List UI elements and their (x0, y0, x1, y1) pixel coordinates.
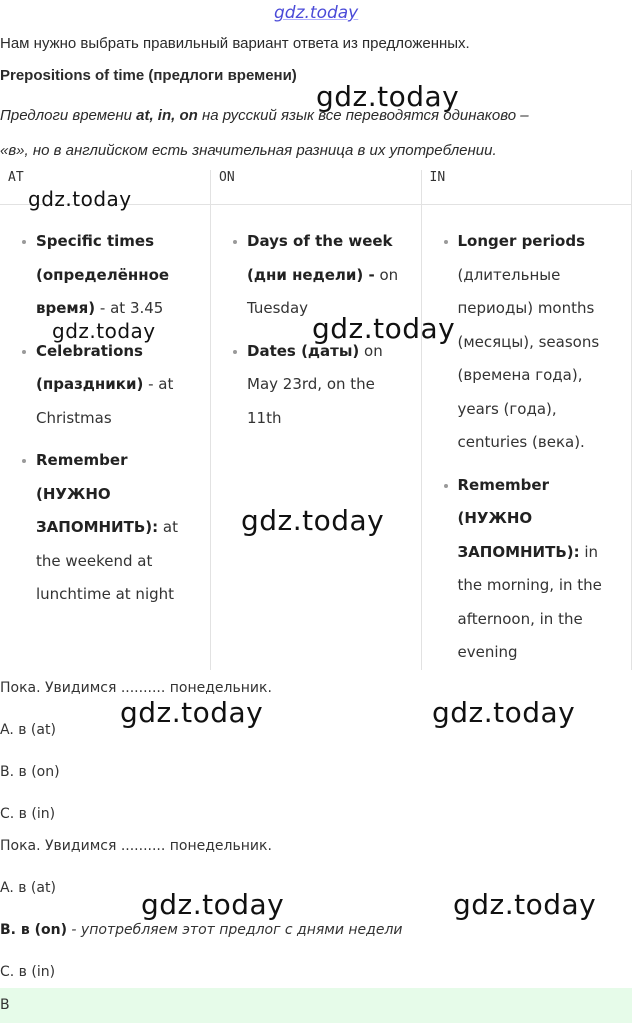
cell-at (0, 205, 211, 671)
watermark: gdz.today (312, 312, 456, 345)
answer-box: B (0, 988, 632, 1023)
list-item: Days of the week (дни недели) - on Tuesday (247, 225, 409, 326)
list-item: Specific times (определённое время) - at 3.45 (36, 225, 198, 326)
solution-option-c: C. в (in) (0, 964, 56, 980)
list-at (20, 225, 198, 612)
list-item: Remember (НУЖНО ЗАПОМНИТЬ): in the morning, in the afternoon, in the evening (458, 469, 620, 670)
solution-option-a: A. в (at) (0, 880, 56, 896)
list-item: Dates (даты) on May 23rd, on the 11th (247, 335, 409, 436)
watermark: gdz.today (432, 696, 576, 729)
list-item: Celebrations (праздники) - at Christmas (36, 335, 198, 436)
cell-in (421, 205, 632, 671)
table-row (0, 205, 632, 671)
header-at: AT (0, 170, 211, 205)
prepositions-table (0, 170, 632, 670)
watermark: gdz.today (52, 319, 156, 343)
watermark: gdz.today (241, 504, 385, 537)
solution-option-b: B. в (on) - употребляем этот предлог с днями недели (0, 922, 403, 938)
header-in: IN (421, 170, 632, 205)
solution-question-text: Пока. Увидимся .......... понедельник. (0, 838, 272, 854)
watermark: gdz.today (120, 696, 264, 729)
watermark: gdz.today (141, 888, 285, 921)
question-text: Пока. Увидимся .......... понедельник. (0, 680, 272, 696)
header-on: ON (211, 170, 422, 205)
watermark: gdz.today (28, 187, 132, 211)
site-logo[interactable]: gdz.today (274, 3, 359, 23)
watermark: gdz.today (453, 888, 597, 921)
watermark: gdz.today (316, 80, 460, 113)
explanation-line-2: «в», но в английском есть значительная разница в их употреблении. (0, 142, 497, 159)
list-item: Longer periods (длительные периоды) months (месяцы), seasons (времена года), years (года), centuries (века). (458, 225, 620, 460)
option-b: B. в (on) (0, 764, 60, 780)
list-in (442, 225, 620, 670)
section-heading: Prepositions of time (предлоги времени) (0, 67, 297, 84)
intro-text: Нам нужно выбрать правильный вариант ответа из предложенных. (0, 35, 470, 52)
option-a: A. в (at) (0, 722, 56, 738)
explanation-line-1: Предлоги времени at, in, on на русский язык все переводятся одинаково – (0, 107, 529, 124)
list-item: Remember (НУЖНО ЗАПОМНИТЬ): at the weekend at lunchtime at night (36, 444, 198, 612)
option-c: C. в (in) (0, 806, 56, 822)
cell-on (211, 205, 422, 671)
